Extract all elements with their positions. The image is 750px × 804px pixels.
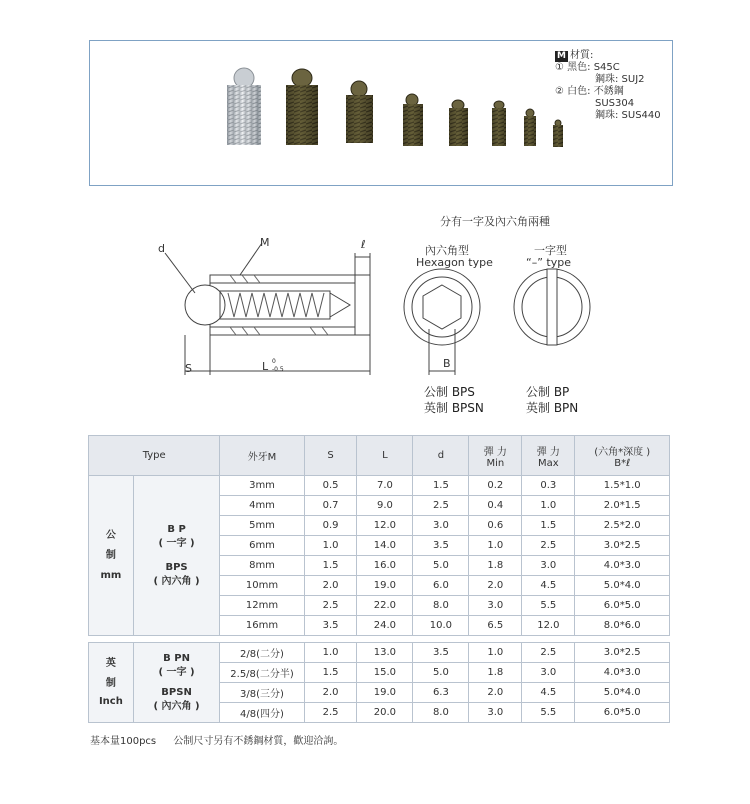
cell: 8mm <box>220 556 304 576</box>
hex-model-inch: 英制 BPSN <box>424 401 484 415</box>
cell: 5.5 <box>522 596 575 616</box>
inch-group-label-3: Inch <box>98 695 123 707</box>
inch-type-4: ( 內六角 ) <box>153 700 200 712</box>
cell: 3.5 <box>413 643 469 663</box>
cell: 24.0 <box>357 616 413 636</box>
header-spring-min <box>469 436 522 476</box>
label-s: S <box>185 362 192 375</box>
header-spring-max <box>522 436 575 476</box>
cell: 3.0 <box>469 596 522 616</box>
cell: 5mm <box>220 516 304 536</box>
cell: 0.7 <box>304 496 357 516</box>
cell: 1.0 <box>304 536 357 556</box>
label-m: M <box>260 236 270 249</box>
dark-plunger-6 <box>524 109 536 146</box>
cell: 6.0*5.0 <box>575 596 670 616</box>
material-legend <box>555 50 661 122</box>
metric-type-1: B P <box>167 523 186 535</box>
metric-row-0 <box>89 476 670 496</box>
silver-plunger <box>227 68 261 145</box>
material-line-1: ① 黑色: S45C <box>555 62 620 73</box>
cell: 0.2 <box>469 476 522 496</box>
label-L-tol: -0.5 <box>272 366 284 373</box>
cell: 10mm <box>220 576 304 596</box>
metric-type-4: ( 內六角 ) <box>153 575 200 587</box>
cell: 2.5 <box>522 536 575 556</box>
cell: 6mm <box>220 536 304 556</box>
cell: 2.5 <box>522 643 575 663</box>
dark-plunger-4 <box>449 100 468 146</box>
label-L: L <box>262 360 269 373</box>
cell: 4.5 <box>522 576 575 596</box>
cell: 2.0 <box>469 683 522 703</box>
cell: 3.0 <box>522 663 575 683</box>
metric-type-2: ( 一字 ) <box>158 537 195 549</box>
label-d: d <box>158 242 165 255</box>
cell: 0.4 <box>469 496 522 516</box>
cell: 1.0 <box>304 643 357 663</box>
cell: 8.0 <box>413 703 469 723</box>
gap-cell <box>89 636 670 643</box>
cell: 16.0 <box>357 556 413 576</box>
footer-qty: 基本量100pcs <box>90 736 157 747</box>
cell: 2.0 <box>469 576 522 596</box>
cell: 9.0 <box>357 496 413 516</box>
footer-text: 公制尺寸另有不銹鋼材質，歡迎洽詢。 <box>173 736 344 747</box>
cell: 10.0 <box>413 616 469 636</box>
cell: 3.5 <box>413 536 469 556</box>
cell: 6.5 <box>469 616 522 636</box>
cell: 1.5 <box>304 663 357 683</box>
material-badge: M <box>557 51 566 61</box>
cell: 5.0 <box>413 556 469 576</box>
cell: 3.0 <box>469 703 522 723</box>
inch-row-0 <box>89 643 670 663</box>
header-spring-min-bottom: Min <box>486 457 505 469</box>
cell: 1.5 <box>413 476 469 496</box>
dark-plunger-5 <box>492 101 506 146</box>
cell: 4.0*3.0 <box>575 663 670 683</box>
cell: 3.0 <box>413 516 469 536</box>
cell: 12mm <box>220 596 304 616</box>
cell: 22.0 <box>357 596 413 616</box>
cell: 2.0 <box>304 576 357 596</box>
cell: 2.0*1.5 <box>575 496 670 516</box>
cell: 1.0 <box>469 536 522 556</box>
material-line-5: 鋼珠: SUS440 <box>595 110 661 121</box>
cell: 1.0 <box>522 496 575 516</box>
slot <box>547 269 557 345</box>
metric-group-label <box>89 476 134 636</box>
cell: 4.0*3.0 <box>575 556 670 576</box>
cell: 7.0 <box>357 476 413 496</box>
cell: 1.8 <box>469 663 522 683</box>
cell: 3.0*2.5 <box>575 643 670 663</box>
spring <box>228 293 324 317</box>
cell: 3.0 <box>522 556 575 576</box>
cell: 3/8(三分) <box>220 683 304 703</box>
hex-view-outer <box>404 269 480 345</box>
metric-group-label-3: mm <box>100 569 122 581</box>
material-line-4: SUS304 <box>595 98 635 109</box>
drawing-caption: 分有一字及內六角兩種 <box>440 215 550 228</box>
cell: 20.0 <box>357 703 413 723</box>
cell: 2.5 <box>304 596 357 616</box>
header-thread: 外牙M <box>220 436 304 476</box>
cell: 1.0 <box>469 643 522 663</box>
cell: 15.0 <box>357 663 413 683</box>
cell: 19.0 <box>357 683 413 703</box>
cell: 5.0*4.0 <box>575 576 670 596</box>
inch-type-1: B PN <box>163 652 190 664</box>
cell: 2.5 <box>304 703 357 723</box>
inch-group-label-2: 制 <box>105 677 116 689</box>
hex-socket <box>423 285 461 329</box>
cell: 8.0 <box>413 596 469 616</box>
cell: 3mm <box>220 476 304 496</box>
slot-model-metric: 公制 BP <box>526 385 570 399</box>
cell: 2.5*2.0 <box>575 516 670 536</box>
cell: 6.0*5.0 <box>575 703 670 723</box>
header-s: S <box>304 436 357 476</box>
metric-group-label-2: 制 <box>105 549 116 561</box>
header-l: L <box>357 436 413 476</box>
inch-group-label-1: 英 <box>105 657 116 669</box>
cell: 1.5*1.0 <box>575 476 670 496</box>
metric-type-3: BPS <box>165 561 188 573</box>
dark-plunger-7 <box>553 120 563 147</box>
hex-subtitle: Hexagon type <box>416 256 493 269</box>
footer-note <box>90 732 357 747</box>
header-type: Type <box>89 436 220 476</box>
hex-title: 內六角型 <box>425 244 469 257</box>
slot-title: 一字型 <box>534 244 567 257</box>
cell: 0.5 <box>304 476 357 496</box>
cell: 16mm <box>220 616 304 636</box>
slot-model-inch: 英制 BPN <box>526 401 579 415</box>
cell: 5.5 <box>522 703 575 723</box>
header-hex-top: (六角*深度 ) <box>594 446 651 458</box>
header-spring-min-top: 彈 力 <box>483 446 507 458</box>
inch-type-label <box>133 643 220 723</box>
inch-type-2: ( 一字 ) <box>158 666 195 678</box>
inch-section <box>89 643 670 723</box>
cell: 8.0*6.0 <box>575 616 670 636</box>
plunger-body-outline <box>210 275 370 335</box>
header-d: d <box>413 436 469 476</box>
cell: 3.5 <box>304 616 357 636</box>
cell: 1.8 <box>469 556 522 576</box>
cell: 0.6 <box>469 516 522 536</box>
cell: 1.5 <box>304 556 357 576</box>
material-heading: 材質: <box>569 50 594 61</box>
dark-plunger-3 <box>403 94 423 146</box>
label-L-tol-top: 0 <box>272 358 276 365</box>
cell: 4/8(四分) <box>220 703 304 723</box>
cell: 5.0 <box>413 663 469 683</box>
header-spring-max-top: 彈 力 <box>536 446 560 458</box>
metric-type-label <box>133 476 220 636</box>
cell: 1.5 <box>522 516 575 536</box>
cell: 12.0 <box>522 616 575 636</box>
slot-subtitle: “–” type <box>526 256 571 269</box>
cell: 3.0*2.5 <box>575 536 670 556</box>
metric-group-label-1: 公 <box>105 529 116 541</box>
cell: 4mm <box>220 496 304 516</box>
hex-model-metric: 公制 BPS <box>424 385 475 399</box>
section-gap <box>89 636 670 643</box>
label-l-small: ℓ <box>361 238 366 251</box>
cell: 2/8(二分) <box>220 643 304 663</box>
dark-plunger-1 <box>286 69 318 145</box>
cell: 12.0 <box>357 516 413 536</box>
material-line-3: ② 白色: 不銹鋼 <box>555 86 624 97</box>
cell: 13.0 <box>357 643 413 663</box>
header-hex-bottom: B*ℓ <box>614 457 631 469</box>
cell: 5.0*4.0 <box>575 683 670 703</box>
header-spring-max-bottom: Max <box>538 457 559 469</box>
cell: 2.5 <box>413 496 469 516</box>
cell: 2.0 <box>304 683 357 703</box>
inch-group-label <box>89 643 134 723</box>
cell: 0.3 <box>522 476 575 496</box>
metric-section <box>89 476 670 643</box>
spec-table <box>88 435 670 723</box>
inch-type-3: BPSN <box>161 686 192 698</box>
cell: 14.0 <box>357 536 413 556</box>
dark-plunger-2 <box>346 81 373 143</box>
cell: 4.5 <box>522 683 575 703</box>
cell: 0.9 <box>304 516 357 536</box>
header-hex-depth <box>575 436 670 476</box>
table-header <box>89 436 670 476</box>
material-line-2: 鋼珠: SUJ2 <box>595 74 645 85</box>
hex-label-b: B <box>443 357 451 370</box>
cell: 6.3 <box>413 683 469 703</box>
cell: 6.0 <box>413 576 469 596</box>
ball <box>185 285 225 325</box>
cell: 19.0 <box>357 576 413 596</box>
cell: 2.5/8(二分半) <box>220 663 304 683</box>
